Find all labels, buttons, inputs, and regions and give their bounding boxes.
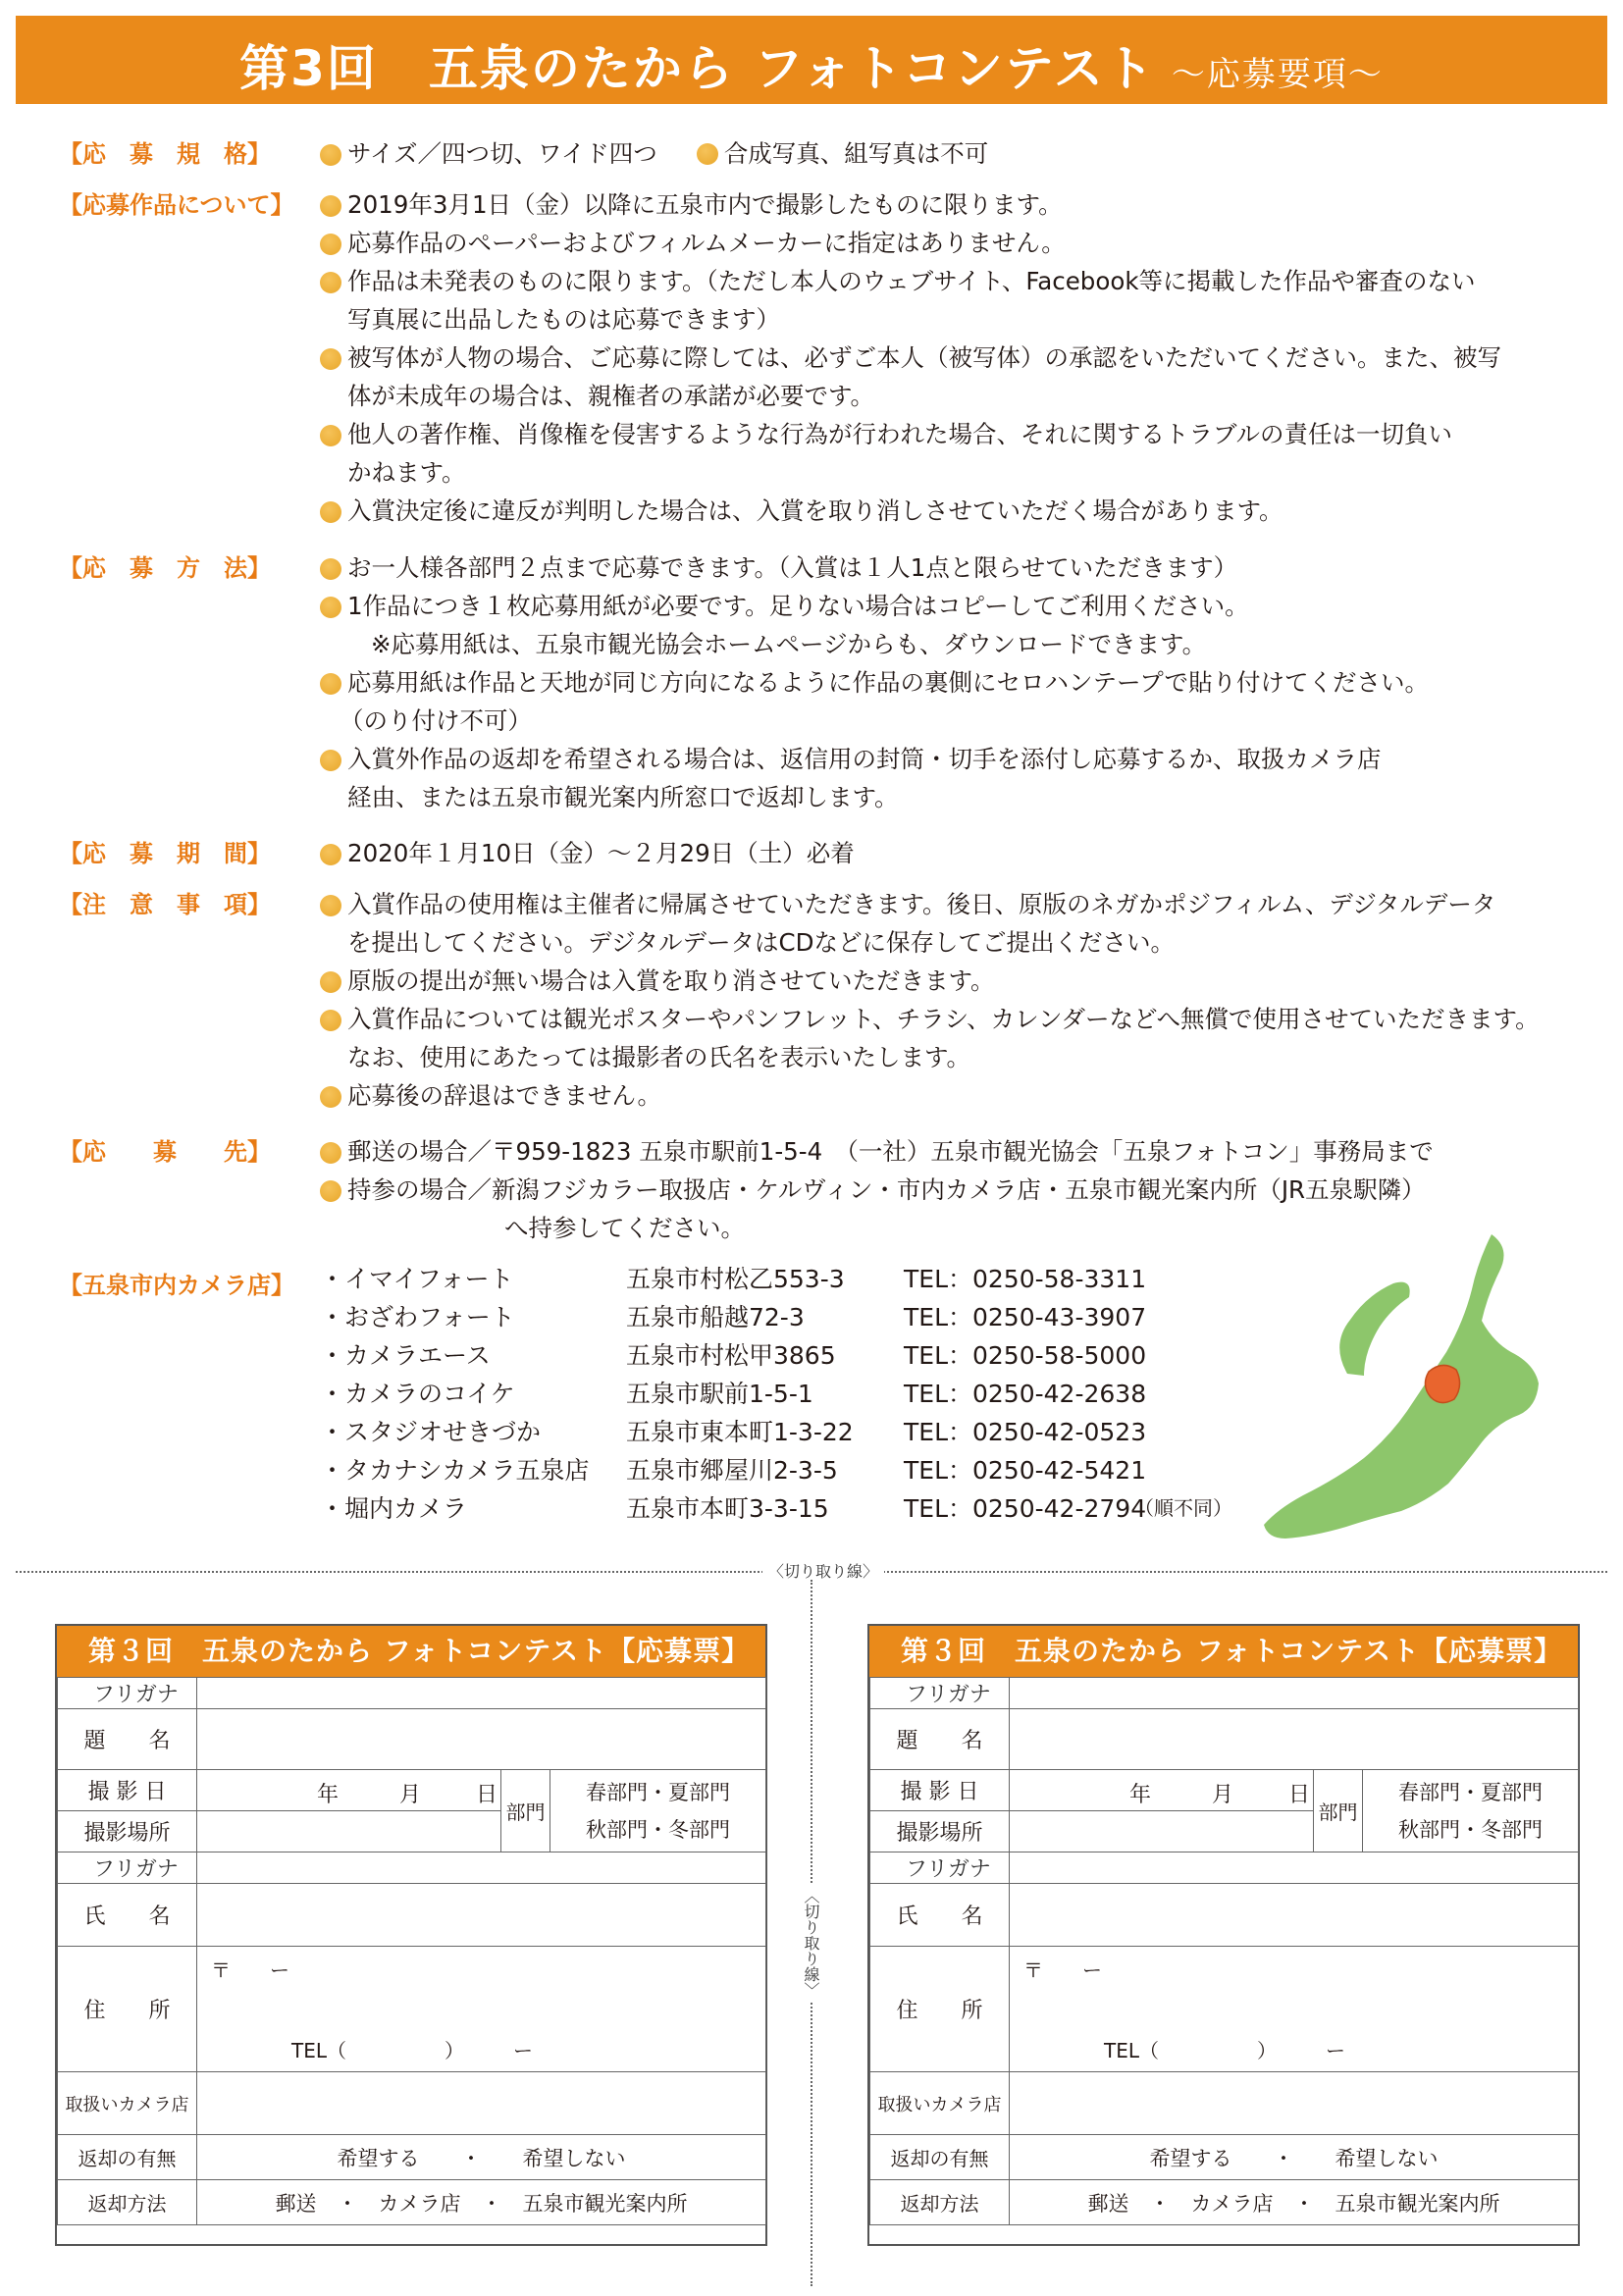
list-item-cont: （のり付け不可） (340, 706, 532, 735)
list-item: サイズ／四つ切、ワイド四つ 合成写真、組写真は不可 (320, 134, 1586, 173)
entry-form-left (55, 1624, 767, 2246)
furigana-label: フリガナ (870, 1852, 1010, 1884)
place-field[interactable] (1010, 1811, 1314, 1852)
shop-row: ・カメラのコイケ 五泉市駅前1-5-1 TEL：0250-42-2638 (320, 1380, 1147, 1408)
shop-row: ・おざわフォート 五泉市船越72-3 TEL：0250-43-3907 (320, 1303, 1147, 1331)
form-title: 第３回 五泉のたから フォトコンテスト【応募票】 (869, 1626, 1578, 1677)
section-label: 【応 募 期 間】 (59, 840, 271, 867)
list-item-cont: を提出してください。デジタルデータはCDなどに保存してご提出ください。 (347, 928, 1175, 957)
name-label: 氏 名 (58, 1884, 197, 1947)
section-label: 【応 募 方 法】 (59, 554, 271, 582)
address-label: 住 所 (58, 1947, 197, 2072)
vertical-cut-line-label: 〈切り取り線〉 (797, 1884, 822, 2002)
bullet-icon (320, 1086, 341, 1108)
title-text: 第3回 五泉のたから フォトコンテスト (239, 40, 1156, 97)
return-options[interactable]: 希望する ・ 希望しない (197, 2135, 766, 2180)
list-item: 郵送の場合／〒959-1823 五泉市駅前1-5-4 （一社）五泉市観光協会「五泉フォトコン」事務局まで (320, 1132, 1586, 1171)
date-field[interactable]: 年 月 日 (197, 1770, 501, 1811)
bullet-icon (320, 1180, 341, 1202)
return-label: 返却の有無 (870, 2135, 1010, 2180)
bullet-icon (320, 844, 341, 865)
list-item: 被写体が人物の場合、ご応募に際しては、必ずご本人（被写体）の承認をいただいてください。また、被写 (320, 339, 1586, 377)
address-field[interactable]: 〒 ー TEL（ ） ー (197, 1947, 766, 2072)
bullet-icon (320, 558, 341, 580)
method-options[interactable]: 郵送 ・ カメラ店 ・ 五泉市観光案内所 (197, 2180, 766, 2225)
address-label: 住 所 (870, 1947, 1010, 2072)
bullet-icon (320, 144, 341, 166)
return-options[interactable]: 希望する ・ 希望しない (1010, 2135, 1579, 2180)
page-title (16, 29, 1607, 100)
bullet-icon (320, 425, 341, 446)
furigana-label: フリガナ (870, 1678, 1010, 1709)
section-label: 【応 募 先】 (59, 1138, 271, 1166)
bullet-icon (320, 673, 341, 695)
bumon-label: 部門 (1314, 1770, 1363, 1852)
section-label: 【応募作品について】 (59, 191, 294, 219)
furigana-label: フリガナ (58, 1852, 197, 1884)
bullet-icon (320, 971, 341, 993)
camera-label: 取扱いカメラ店 (58, 2072, 197, 2135)
bumon-options[interactable]: 春部門・夏部門 秋部門・冬部門 (1363, 1770, 1579, 1852)
list-item-cont: 体が未成年の場合は、親権者の承諾が必要です。 (347, 382, 875, 410)
section-label: 【注 意 事 項】 (59, 891, 271, 918)
bullet-icon (320, 272, 341, 293)
list-item: お一人様各部門２点まで応募できます。（入賞は１人1点と限らせていただきます） (320, 548, 1586, 587)
list-item-cont: なお、使用にあたっては撮影者の氏名を表示いたします。 (347, 1043, 971, 1071)
shop-row: ・カメラエース 五泉市村松甲3865 TEL：0250-58-5000 (320, 1341, 1147, 1370)
method-options[interactable]: 郵送 ・ カメラ店 ・ 五泉市観光案内所 (1010, 2180, 1579, 2225)
list-item: 入賞作品については観光ポスターやパンフレット、チラシ、カレンダーなどへ無償で使用させていただきます。 (320, 1000, 1586, 1038)
bullet-icon (320, 1142, 341, 1164)
cut-line-label: 〈切り取り線〉 (762, 1559, 884, 1582)
shop-list (320, 1260, 1252, 1528)
name-label: 氏 名 (870, 1884, 1010, 1947)
title-furigana-field[interactable] (197, 1678, 766, 1709)
name-field[interactable] (197, 1884, 766, 1947)
entry-form-right (867, 1624, 1580, 2246)
bullet-icon (320, 195, 341, 217)
list-item-cont: へ持参してください。 (504, 1214, 745, 1242)
title-furigana-field[interactable] (1010, 1678, 1579, 1709)
method-label: 返却方法 (58, 2180, 197, 2225)
bullet-icon (320, 1010, 341, 1031)
section-label: 【五泉市内カメラ店】 (59, 1272, 294, 1299)
shop-row: ・イマイフォート 五泉市村松乙553-3 TEL：0250-58-3311 (320, 1265, 1147, 1293)
list-item: 2019年3月1日（金）以降に五泉市内で撮影したものに限ります。 (320, 185, 1586, 224)
list-item: 応募用紙は作品と天地が同じ方向になるように作品の裏側にセロハンテープで貼り付けてください。 (320, 663, 1586, 702)
list-item: 作品は未発表のものに限ります。（ただし本人のウェブサイト、Facebook等に掲載した作品や審査のない (320, 262, 1586, 300)
form-title: 第３回 五泉のたから フォトコンテスト【応募票】 (57, 1626, 765, 1677)
list-item: 入賞外作品の返却を希望される場合は、返信用の封筒・切手を添付し応募するか、取扱カメラ店 (320, 740, 1586, 778)
niigata-map-icon (1254, 1226, 1548, 1550)
title-label: 題 名 (58, 1709, 197, 1770)
shop-row: ・スタジオせきづか 五泉市東本町1-3-22 TEL：0250-42-0523 (320, 1418, 1147, 1446)
list-item: 1作品につき１枚応募用紙が必要です。足りない場合はコピーしてご利用ください。 (320, 587, 1586, 625)
shop-row: ・タカナシカメラ五泉店 五泉市郷屋川2-3-5 TEL：0250-42-5421 (320, 1456, 1147, 1485)
place-label: 撮影場所 (58, 1811, 197, 1852)
list-item: 持参の場合／新潟フジカラー取扱店・ケルヴィン・市内カメラ店・五泉市観光案内所（JR五泉駅隣） (320, 1171, 1586, 1209)
list-item-cont: 経由、または五泉市観光案内所窓口で返却します。 (347, 783, 899, 811)
list-item: 原版の提出が無い場合は入賞を取り消させていただきます。 (320, 962, 1586, 1000)
title-label: 題 名 (870, 1709, 1010, 1770)
section-label: 【応 募 規 格】 (59, 140, 271, 168)
camera-field[interactable] (1010, 2072, 1579, 2135)
method-label: 返却方法 (870, 2180, 1010, 2225)
bullet-icon (697, 143, 718, 165)
bullet-icon (320, 597, 341, 618)
bullet-icon (320, 750, 341, 771)
furigana-label: フリガナ (58, 1678, 197, 1709)
title-subtitle: 〜応募要項〜 (1171, 55, 1384, 94)
list-item-cont: かねます。 (347, 458, 466, 487)
order-note: （順不同） (1134, 1496, 1232, 1520)
shop-row: ・堀内カメラ 五泉市本町3-3-15 TEL：0250-42-2794 （順不同） (320, 1489, 1252, 1528)
title-field[interactable] (1010, 1709, 1579, 1770)
date-label: 撮 影 日 (870, 1770, 1010, 1811)
list-item: 応募後の辞退はできません。 (320, 1076, 1586, 1115)
name-field[interactable] (1010, 1884, 1579, 1947)
place-field[interactable] (197, 1811, 501, 1852)
bullet-icon (320, 348, 341, 370)
bullet-icon (320, 895, 341, 916)
date-field[interactable]: 年 月 日 (1010, 1770, 1314, 1811)
header-banner (16, 16, 1607, 104)
list-item: 他人の著作権、肖像権を侵害するような行為が行われた場合、それに関するトラブルの責任は一切負い (320, 415, 1586, 453)
date-label: 撮 影 日 (58, 1770, 197, 1811)
bullet-icon (320, 234, 341, 255)
camera-label: 取扱いカメラ店 (870, 2072, 1010, 2135)
place-label: 撮影場所 (870, 1811, 1010, 1852)
list-item: 入賞決定後に違反が判明した場合は、入賞を取り消しさせていただく場合があります。 (320, 492, 1586, 530)
list-item: 応募作品のペーパーおよびフィルムメーカーに指定はありません。 (320, 224, 1586, 262)
bullet-icon (320, 501, 341, 523)
address-field[interactable]: 〒 ー TEL（ ） ー (1010, 1947, 1579, 2072)
bumon-label: 部門 (501, 1770, 550, 1852)
return-label: 返却の有無 (58, 2135, 197, 2180)
bumon-options[interactable]: 春部門・夏部門 秋部門・冬部門 (550, 1770, 766, 1852)
name-furigana-field[interactable] (197, 1852, 766, 1884)
name-furigana-field[interactable] (1010, 1852, 1579, 1884)
list-item: 2020年１月10日（金）〜２月29日（土）必着 (320, 834, 1586, 872)
camera-field[interactable] (197, 2072, 766, 2135)
list-item-note: ※応募用紙は、五泉市観光協会ホームページからも、ダウンロードできます。 (371, 630, 1207, 658)
list-item-cont: 写真展に出品したものは応募できます） (347, 305, 780, 334)
title-field[interactable] (197, 1709, 766, 1770)
list-item: 入賞作品の使用権は主催者に帰属させていただきます。後日、原版のネガかポジフィルム、デジタルデータ (320, 885, 1586, 923)
